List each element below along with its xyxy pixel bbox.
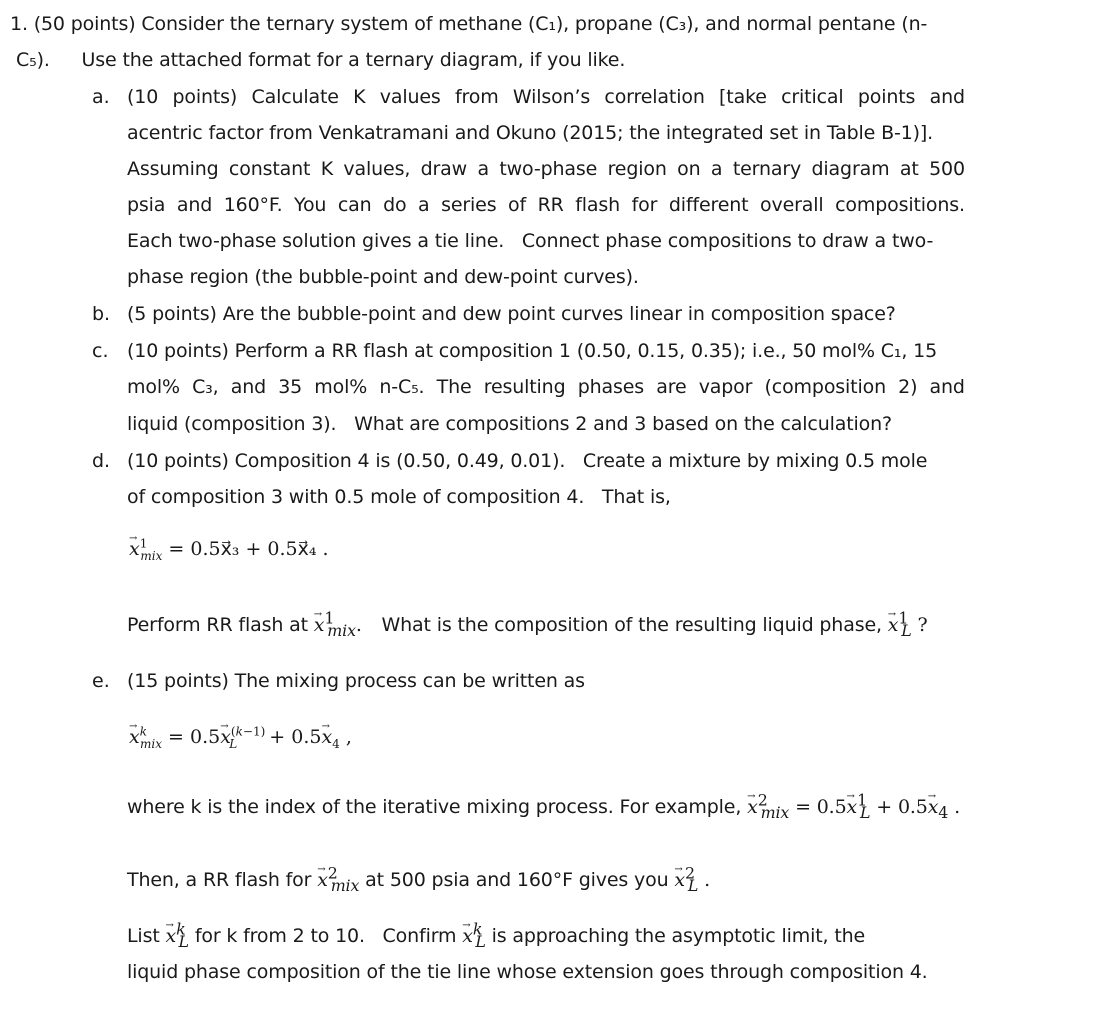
part-d-line-1: (10 points) Composition 4 is (0.50, 0.49, 0.01). Create a mixture by mixing 0.5 mole bbox=[127, 450, 928, 472]
part-a-line-6: phase region (the bubble-point and dew-point curves). bbox=[127, 266, 639, 288]
word: phases bbox=[577, 376, 645, 398]
word: from bbox=[454, 86, 499, 108]
part-d-line-2: of composition 3 with 0.5 mole of composition 4. That is, bbox=[127, 486, 671, 508]
word: 500 bbox=[929, 158, 965, 180]
part-e-label: e. bbox=[92, 670, 110, 692]
word: psia bbox=[127, 194, 166, 216]
word: different bbox=[668, 194, 749, 216]
inline-example-equation: → $x^2_{mix} = 0.5\to x^1_L + 0.5\to x_4$ . bbox=[747, 796, 960, 818]
part-c-line-1: (10 points) Perform a RR flash at composition 1 (0.50, 0.15, 0.35); i.e., 50 mol% C₁, 15 bbox=[127, 340, 938, 362]
part-a-line-3 bbox=[127, 157, 965, 181]
problem-intro-line-1 bbox=[10, 12, 927, 36]
word: resulting bbox=[483, 376, 566, 398]
word: critical bbox=[781, 86, 844, 108]
equation-mix-1: → $x^1_{mix}$ = 0.5x⃗₃ + 0.5x⃗₄ . bbox=[129, 537, 329, 561]
word: flash bbox=[575, 194, 621, 216]
part-e-then-line bbox=[127, 863, 711, 895]
word: correlation bbox=[604, 86, 705, 108]
problem-intro-line-2 bbox=[16, 48, 625, 72]
word: and bbox=[230, 376, 267, 398]
word: can bbox=[337, 194, 372, 216]
part-a-line-5: Each two-phase solution gives a tie line. Connect phase compositions to draw a two- bbox=[127, 230, 934, 252]
word: 160°F. bbox=[223, 194, 283, 216]
inline-x-l-k-2: → $x^k_L$ bbox=[462, 925, 485, 947]
word: Assuming bbox=[127, 158, 219, 180]
part-e-then-a: Then, a RR flash for bbox=[127, 869, 312, 891]
part-b-line: (5 points) Are the bubble-point and dew point curves linear in composition space? bbox=[127, 303, 896, 325]
equation-mix-1-rhs: = 0.5x⃗₃ + 0.5x⃗₄ . bbox=[168, 538, 329, 560]
word: Wilson’s bbox=[512, 86, 591, 108]
word: K bbox=[353, 86, 366, 108]
word: C₃, bbox=[192, 376, 219, 398]
word: diagram bbox=[811, 158, 890, 180]
part-a-line-1 bbox=[127, 85, 965, 109]
word: n-C₅. bbox=[379, 376, 425, 398]
word: values bbox=[379, 86, 441, 108]
inline-x-mix-2: → $x^2_{mix}$ bbox=[317, 869, 359, 891]
part-e-then-b: at 500 psia and 160°F gives you bbox=[365, 869, 669, 891]
word: mol% bbox=[314, 376, 368, 398]
inline-x-l-1: → $x^1_L$ ? bbox=[888, 614, 928, 636]
word: mol% bbox=[127, 376, 180, 398]
word: [take bbox=[719, 86, 767, 108]
intro-format-note: Use the attached format for a ternary diagram, if you like. bbox=[81, 49, 626, 71]
word: of bbox=[508, 194, 527, 216]
word: region bbox=[607, 158, 667, 180]
word: You bbox=[294, 194, 327, 216]
part-b-label: b. bbox=[92, 303, 111, 325]
word: a bbox=[418, 194, 430, 216]
word: overall bbox=[760, 194, 824, 216]
part-e-list-c: is approaching the asymptotic limit, the bbox=[491, 925, 866, 947]
word: K bbox=[320, 158, 334, 180]
part-e-where-line bbox=[127, 790, 960, 822]
part-c-line-3: liquid (composition 3). What are compositions 2 and 3 based on the calculation? bbox=[127, 413, 892, 435]
word: and bbox=[929, 376, 965, 398]
word: ternary bbox=[732, 158, 802, 180]
vector-x-symbol: → x bbox=[129, 537, 140, 561]
part-e-list-a: List bbox=[127, 925, 160, 947]
word: are bbox=[656, 376, 687, 398]
problem-number: 1. bbox=[10, 13, 28, 35]
word: points) bbox=[172, 86, 238, 108]
word: RR bbox=[537, 194, 564, 216]
word: a bbox=[710, 158, 723, 180]
word: two-phase bbox=[499, 158, 598, 180]
part-d-label: d. bbox=[92, 450, 111, 472]
word: (10 bbox=[127, 86, 159, 108]
word: values, bbox=[343, 158, 411, 180]
inline-x-l-2: → $x^2_L$ . bbox=[674, 869, 710, 891]
part-c-label: c. bbox=[92, 340, 109, 362]
word: do bbox=[383, 194, 407, 216]
word: and bbox=[929, 86, 965, 108]
word: series bbox=[441, 194, 497, 216]
word: vapor bbox=[698, 376, 753, 398]
part-a-line-2: acentric factor from Venkatramani and Okuno (2015; the integrated set in Table B-1)]. bbox=[127, 122, 934, 144]
inline-x-l-k: → $x^k_L$ bbox=[166, 925, 189, 947]
word: compositions. bbox=[835, 194, 965, 216]
problem-intro-text: (50 points) Consider the ternary system of methane (C₁), propane (C₃), and normal pentane (n- bbox=[33, 13, 928, 35]
part-e-line: (15 points) The mixing process can be written as bbox=[127, 670, 585, 692]
word: The bbox=[436, 376, 472, 398]
word: a bbox=[477, 158, 489, 180]
part-a-line-4 bbox=[127, 193, 965, 217]
word: Calculate bbox=[251, 86, 339, 108]
part-e-list-line bbox=[127, 919, 866, 951]
word: 2) bbox=[898, 376, 918, 398]
part-d-text-a: Perform RR flash at bbox=[127, 614, 308, 636]
part-e-where-text: where k is the index of the iterative mixing process. For example, bbox=[127, 796, 742, 818]
word: constant bbox=[228, 158, 311, 180]
word: 35 bbox=[278, 376, 303, 398]
part-a-label: a. bbox=[92, 86, 110, 108]
inline-x-mix-1: → $x^1_{mix}$. bbox=[314, 614, 362, 636]
part-d-question bbox=[127, 608, 928, 640]
equation-mix-k: → $x^k_{mix} = 0.5\to x^{(k-1)}_L + 0.5\to x_4$ , bbox=[129, 725, 352, 749]
part-e-list-b: for k from 2 to 10. Confirm bbox=[194, 925, 457, 947]
word: and bbox=[176, 194, 213, 216]
part-e-last-line: liquid phase composition of the tie line whose extension goes through composition 4. bbox=[127, 961, 928, 983]
word: for bbox=[631, 194, 658, 216]
word: draw bbox=[420, 158, 468, 180]
part-c-line-2 bbox=[127, 375, 965, 399]
word: (composition bbox=[764, 376, 886, 398]
word: on bbox=[677, 158, 701, 180]
intro-c5: C₅). bbox=[16, 49, 50, 71]
word: points bbox=[857, 86, 916, 108]
word: at bbox=[899, 158, 919, 180]
part-d-text-b: What is the composition of the resulting liquid phase, bbox=[381, 614, 882, 636]
